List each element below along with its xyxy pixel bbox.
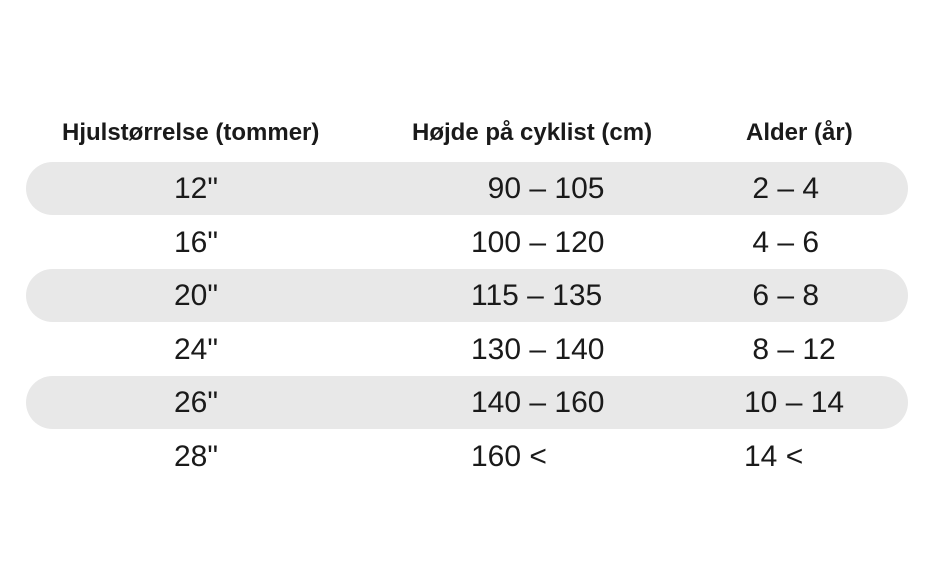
- table-row: [26, 269, 908, 322]
- table-row: [26, 430, 908, 483]
- header-rider-height: Højde på cyklist (cm): [412, 119, 653, 146]
- rider-height-cell: 140 – 160: [471, 386, 605, 419]
- wheel-size-cell: 26": [174, 386, 219, 419]
- table-row: [26, 376, 908, 429]
- age-cell: 4 – 6: [744, 226, 820, 259]
- age-cell: 14 <: [744, 440, 804, 473]
- wheel-size-cell: 16": [174, 226, 219, 259]
- rider-height-cell: 100 – 120: [471, 226, 605, 259]
- rider-height-cell: 130 – 140: [471, 333, 605, 366]
- rider-height-cell: 90 – 105: [471, 172, 605, 205]
- table-row: [26, 162, 908, 215]
- wheel-size-cell: 24": [174, 333, 219, 366]
- age-cell: 6 – 8: [744, 279, 820, 312]
- table-row: [26, 323, 908, 376]
- wheel-size-cell: 28": [174, 440, 219, 473]
- wheel-size-cell: 12": [174, 172, 219, 205]
- rider-height-cell: 115 – 135: [471, 279, 603, 312]
- table-row: [26, 216, 908, 269]
- header-wheel-size: Hjulstørrelse (tommer): [62, 119, 320, 146]
- wheel-size-cell: 20": [174, 279, 219, 312]
- age-cell: 2 – 4: [744, 172, 820, 205]
- age-cell: 10 – 14: [744, 386, 845, 419]
- age-cell: 8 – 12: [744, 333, 836, 366]
- rider-height-cell: 160 <: [471, 440, 547, 473]
- header-age: Alder (år): [746, 119, 853, 146]
